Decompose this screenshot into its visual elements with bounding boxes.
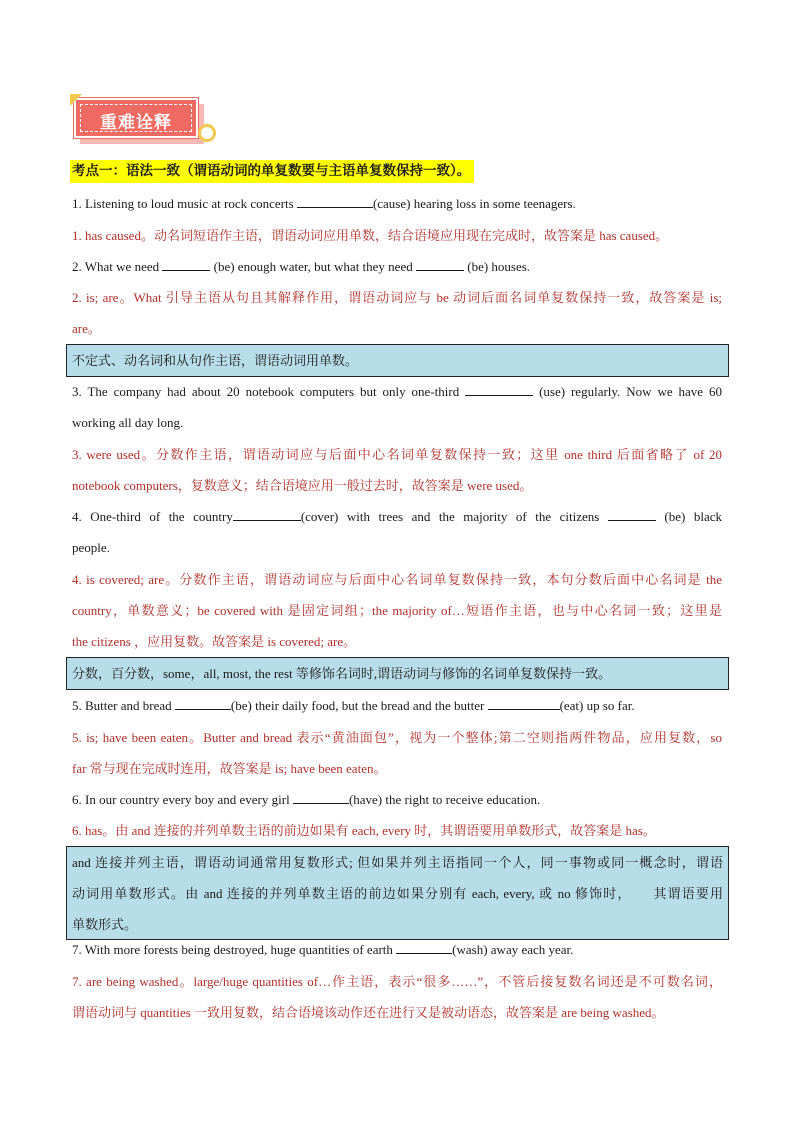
question-1-text-b: (cause) hearing loss in some teenagers.	[372, 196, 576, 211]
question-4-text-a: 4. One-third of the country	[72, 509, 233, 524]
answer-blank	[162, 258, 210, 271]
question-7	[72, 941, 722, 959]
answer-7-line-2: 谓语动词与 quantities 一致用复数，结合语境该动作还在进行又是被动语态，故答案是 are being washed。	[72, 1005, 665, 1020]
answer-4-line-3: the citizens ，应用复数。故答案是 is covered; are。	[72, 634, 357, 649]
question-3-line-1	[72, 383, 722, 401]
answer-blank	[608, 508, 656, 521]
rule-note-2	[66, 657, 729, 690]
rule-note-1-text: 不定式、动名词和从句作主语，谓语动词用单数。	[72, 353, 359, 368]
corner-flag-icon	[70, 94, 82, 106]
question-6-text-a: 6. In our country every boy and every girl	[72, 792, 293, 807]
answer-blank	[297, 195, 373, 208]
question-7-text-a: 7. With more forests being destroyed, huge quantities of earth	[72, 942, 397, 957]
answer-blank	[488, 697, 560, 710]
badge-box	[74, 98, 198, 138]
answer-6: 6. has。由 and 连接的并列单数主语的前边如果有 each, every 时，其谓语要用单数形式，故答案是 has。	[72, 823, 656, 838]
question-2-text-a: 2. What we need	[72, 259, 163, 274]
answer-4-line-2: country，单数意义；be covered with 是固定词组；the majority of…短语作主语，也与中心名词一致；这里是	[72, 603, 722, 618]
answer-blank	[175, 697, 231, 710]
answer-1: 1. has caused。动名词短语作主语，谓语动词应用单数，结合语境应用现在完成时，故答案是 has caused。	[72, 228, 669, 243]
question-5-text-c: (eat) up so far.	[559, 698, 635, 713]
question-2-text-b: (be) enough water, but what they need	[210, 259, 416, 274]
question-4-text-c: (be) black	[655, 509, 722, 524]
answer-blank	[396, 941, 452, 954]
question-2	[72, 258, 722, 276]
answer-blank	[233, 508, 301, 521]
question-2-text-c: (be) houses.	[463, 259, 531, 274]
question-6	[72, 791, 722, 809]
question-3-line-2: working all day long.	[72, 415, 184, 430]
rule-note-3-line-3: 单数形式。	[72, 917, 138, 932]
rule-note-3-line-2: 动词用单数形式。由 and 连接的并列单数主语的前边如果分别有 each, every, 或 no 修饰时， 其谓语要用	[72, 886, 723, 901]
question-4-text-b: (cover) with trees and the majority of the citizens	[300, 509, 608, 524]
section-heading: 考点一：语法一致（谓语动词的单复数要与主语单复数保持一致）。	[70, 160, 474, 183]
answer-blank	[293, 791, 349, 804]
question-4-line-2: people.	[72, 540, 110, 555]
rule-note-3-line-1: and 连接并列主语，谓语动词通常用复数形式; 但如果并列主语指同一个人，同一事物或同一概念时，谓语	[72, 855, 723, 870]
rule-note-2-text: 分数，百分数，some，all, most, the rest 等修饰名词时,谓语动词与修饰的名词单复数保持一致。	[72, 666, 612, 681]
badge-title: 重难诠释	[100, 113, 172, 133]
rule-note-1	[66, 344, 729, 377]
rule-note-3	[66, 846, 729, 940]
answer-5-line-2: far 常与现在完成时连用，故答案是 is; have been eaten。	[72, 761, 387, 776]
question-1-text-a: 1. Listening to loud music at rock concerts	[72, 196, 297, 211]
question-6-text-b: (have) the right to receive education.	[348, 792, 541, 807]
answer-7-line-1: 7. are being washed。large/huge quantities of…作主语，表示“很多……”，不管后接复数名词还是不可数名词，	[72, 974, 722, 989]
answer-blank	[416, 258, 464, 271]
question-7-text-b: (wash) away each year.	[452, 942, 574, 957]
answer-2-line-1: 2. is; are。What 引导主语从句且其解释作用，谓语动词应与 be 动词后面名词单复数保持一致，故答案是 is;	[72, 290, 722, 305]
answer-2-line-2: are。	[72, 321, 101, 336]
question-1	[72, 195, 722, 213]
answer-5-line-1: 5. is; have been eaten。Butter and bread 表示“黄油面包”，视为一个整体;第二空则指两件物品，应用复数，so	[72, 730, 722, 745]
answer-blank	[465, 383, 533, 396]
question-3-text-a: 3. The company had about 20 notebook computers but only one-third	[72, 384, 466, 399]
section-badge	[74, 98, 216, 150]
question-4-line-1	[72, 508, 722, 526]
question-5-text-b: (be) their daily food, but the bread and the butter	[230, 698, 488, 713]
pin-ring-icon	[198, 124, 216, 142]
answer-3-line-2: notebook computers，复数意义；结合语境应用一般过去时，故答案是 were used。	[72, 478, 533, 493]
question-3-text-b: (use) regularly. Now we have 60	[533, 384, 722, 399]
question-5-text-a: 5. Butter and bread	[72, 698, 175, 713]
answer-3-line-1: 3. were used。分数作主语，谓语动词应与后面中心名词单复数保持一致；这里 one third 后面省略了 of 20	[72, 447, 722, 462]
question-5	[72, 697, 722, 715]
answer-4-line-1: 4. is covered; are。分数作主语，谓语动词应与后面中心名词单复数保持一致，本句分数后面中心名词是 the	[72, 572, 722, 587]
